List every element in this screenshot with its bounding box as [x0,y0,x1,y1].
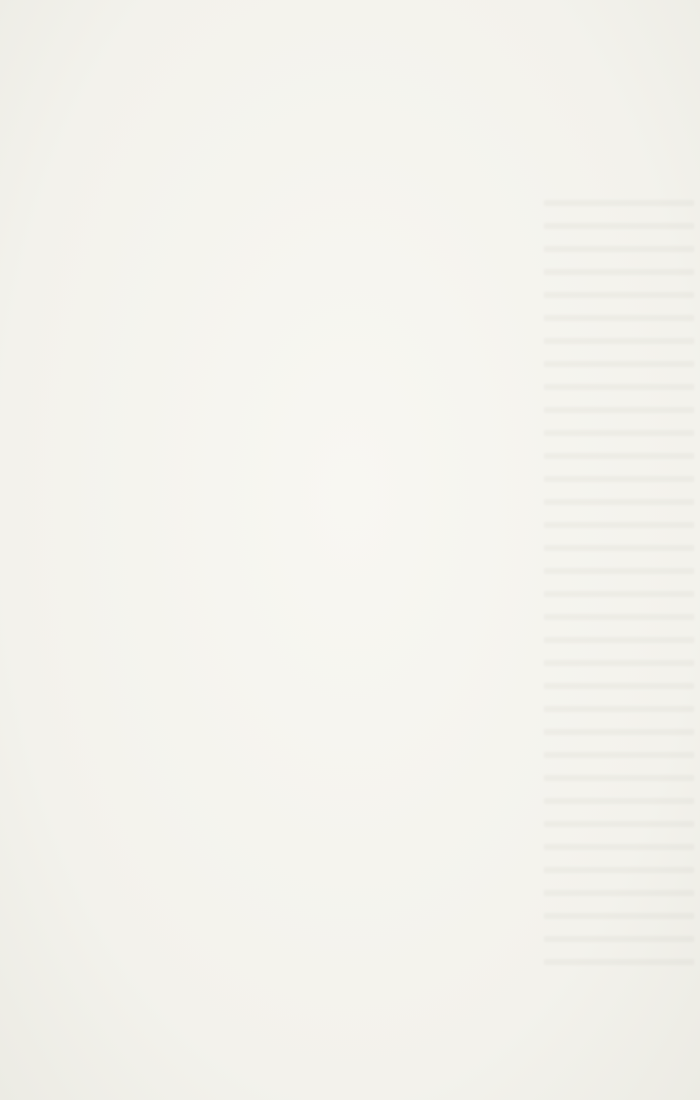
show-through-text [544,200,694,980]
